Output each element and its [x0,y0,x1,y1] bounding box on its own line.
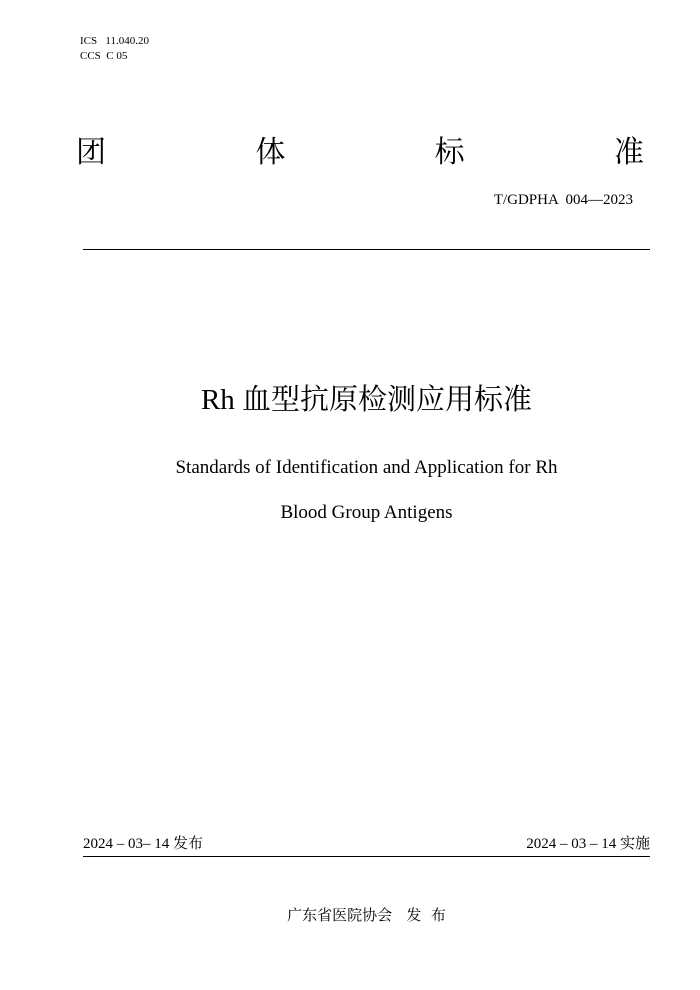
standard-number: T/GDPHA 004—2023 [493,192,633,208]
top-divider [83,249,650,250]
title-english-line-2: Blood Group Antigens [280,502,453,523]
classification-codes [80,34,149,64]
title-english-line-1: Standards of Identification and Application for Rh [175,457,558,478]
issue-date: 2024 – 03– 14 发布 [83,836,204,852]
standard-type-char-4: 准 [613,135,644,170]
standard-type-char-1: 团 [76,135,106,170]
publisher: 广东省医院协会 发 布 [287,906,446,924]
standard-type-heading [76,134,644,172]
standard-type-char-2: 体 [255,135,286,170]
ccs-code: CCS C 05 [80,50,128,62]
standard-type-char-3: 标 [434,135,465,170]
bottom-divider [83,856,650,857]
ics-code: ICS 11.040.20 [80,35,149,47]
title-chinese: Rh 血型抗原检测应用标准 [200,384,533,416]
implementation-date: 2024 – 03 – 14 实施 [526,836,650,852]
